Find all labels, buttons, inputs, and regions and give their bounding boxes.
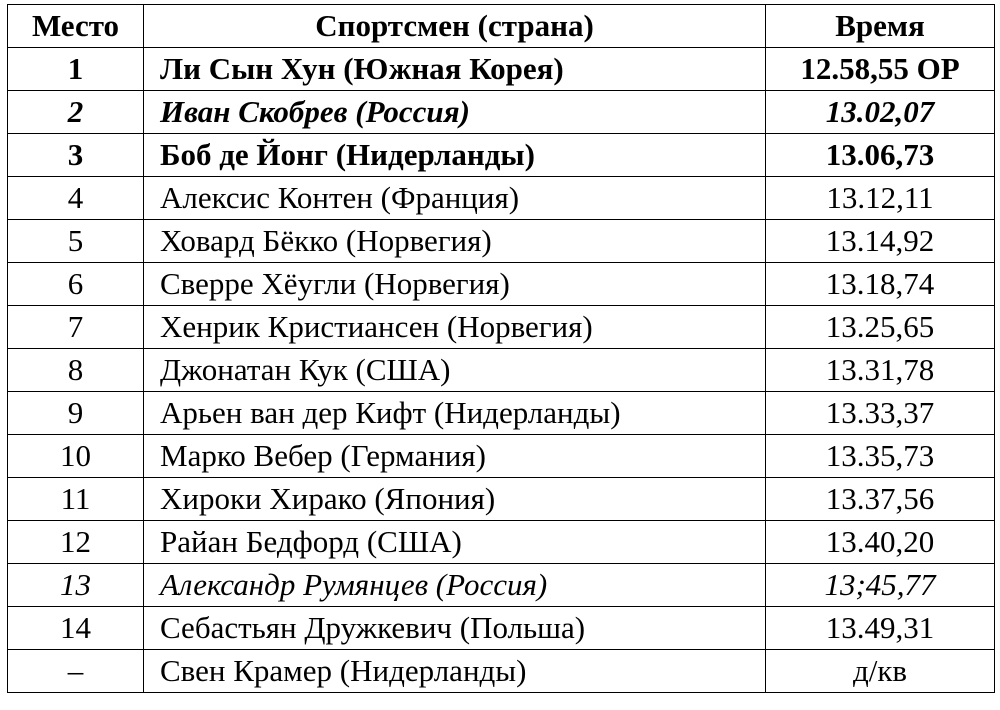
place-cell: 4 bbox=[8, 177, 144, 220]
time-cell: 13.31,78 bbox=[766, 349, 995, 392]
place-cell: 14 bbox=[8, 607, 144, 650]
place-cell: 2 bbox=[8, 91, 144, 134]
table-row bbox=[8, 177, 995, 220]
place-cell: 10 bbox=[8, 435, 144, 478]
place-cell: 11 bbox=[8, 478, 144, 521]
header-athlete: Спортсмен (страна) bbox=[144, 5, 766, 48]
table-row bbox=[8, 478, 995, 521]
table-row bbox=[8, 607, 995, 650]
athlete-cell: Марко Вебер (Германия) bbox=[144, 435, 766, 478]
time-cell: 13.12,11 bbox=[766, 177, 995, 220]
time-cell: 13.18,74 bbox=[766, 263, 995, 306]
place-cell: 6 bbox=[8, 263, 144, 306]
time-cell: 12.58,55 ОР bbox=[766, 48, 995, 91]
athlete-cell: Боб де Йонг (Нидерланды) bbox=[144, 134, 766, 177]
athlete-cell: Райан Бедфорд (США) bbox=[144, 521, 766, 564]
table-row bbox=[8, 263, 995, 306]
athlete-cell: Иван Скобрев (Россия) bbox=[144, 91, 766, 134]
place-cell: 5 bbox=[8, 220, 144, 263]
time-cell: 13.37,56 bbox=[766, 478, 995, 521]
time-cell: 13.25,65 bbox=[766, 306, 995, 349]
header-row bbox=[8, 5, 995, 48]
table-row bbox=[8, 349, 995, 392]
table-row bbox=[8, 306, 995, 349]
time-cell: 13.33,37 bbox=[766, 392, 995, 435]
table-row bbox=[8, 220, 995, 263]
athlete-cell: Свен Крамер (Нидерланды) bbox=[144, 650, 766, 693]
athlete-cell: Ли Сын Хун (Южная Корея) bbox=[144, 48, 766, 91]
athlete-cell: Сверре Хёугли (Норвегия) bbox=[144, 263, 766, 306]
time-cell: 13;45,77 bbox=[766, 564, 995, 607]
table-row bbox=[8, 435, 995, 478]
place-cell: 8 bbox=[8, 349, 144, 392]
table-row bbox=[8, 392, 995, 435]
table-row bbox=[8, 48, 995, 91]
place-cell: 12 bbox=[8, 521, 144, 564]
table-row bbox=[8, 134, 995, 177]
table-row bbox=[8, 650, 995, 693]
time-cell: 13.35,73 bbox=[766, 435, 995, 478]
table-row bbox=[8, 564, 995, 607]
time-cell: 13.14,92 bbox=[766, 220, 995, 263]
header-time: Время bbox=[766, 5, 995, 48]
athlete-cell: Хироки Хирако (Япония) bbox=[144, 478, 766, 521]
place-cell: 9 bbox=[8, 392, 144, 435]
place-cell: 13 bbox=[8, 564, 144, 607]
time-cell: д/кв bbox=[766, 650, 995, 693]
place-cell: – bbox=[8, 650, 144, 693]
athlete-cell: Себастьян Дружкевич (Польша) bbox=[144, 607, 766, 650]
time-cell: 13.40,20 bbox=[766, 521, 995, 564]
header-place: Место bbox=[8, 5, 144, 48]
results-table bbox=[7, 4, 995, 693]
athlete-cell: Алексис Контен (Франция) bbox=[144, 177, 766, 220]
athlete-cell: Александр Румянцев (Россия) bbox=[144, 564, 766, 607]
results-body bbox=[8, 48, 995, 693]
table-row bbox=[8, 91, 995, 134]
time-cell: 13.06,73 bbox=[766, 134, 995, 177]
athlete-cell: Джонатан Кук (США) bbox=[144, 349, 766, 392]
athlete-cell: Арьен ван дер Кифт (Нидерланды) bbox=[144, 392, 766, 435]
place-cell: 7 bbox=[8, 306, 144, 349]
athlete-cell: Ховард Бёкко (Норвегия) bbox=[144, 220, 766, 263]
time-cell: 13.49,31 bbox=[766, 607, 995, 650]
table-row bbox=[8, 521, 995, 564]
athlete-cell: Хенрик Кристиансен (Норвегия) bbox=[144, 306, 766, 349]
place-cell: 1 bbox=[8, 48, 144, 91]
place-cell: 3 bbox=[8, 134, 144, 177]
time-cell: 13.02,07 bbox=[766, 91, 995, 134]
